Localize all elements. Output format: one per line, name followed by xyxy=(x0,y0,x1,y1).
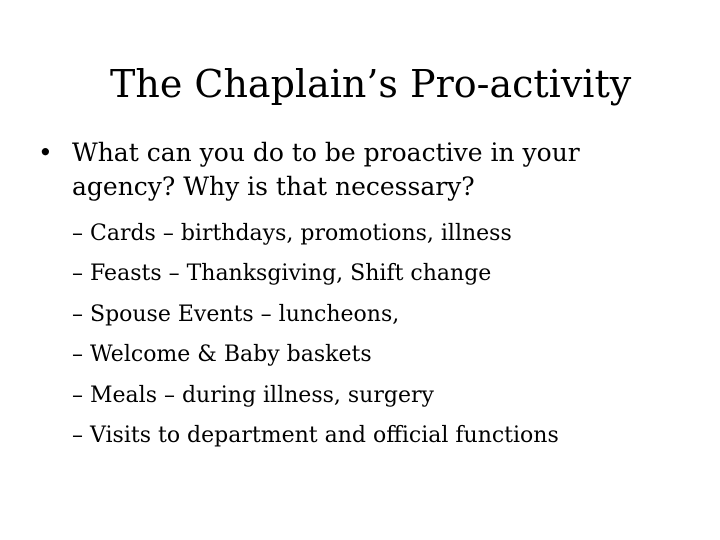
sub-bullet-item: – Spouse Events – luncheons, xyxy=(72,301,400,327)
slide-title: The Chaplain’s Pro-activity xyxy=(110,62,632,106)
main-bullet xyxy=(38,136,688,204)
bullet-marker: • xyxy=(38,138,53,167)
sub-bullet-item: – Meals – during illness, surgery xyxy=(72,382,434,408)
sub-bullet-item: – Feasts – Thanksgiving, Shift change xyxy=(72,261,492,287)
sub-bullet-item: – Visits to department and official functions xyxy=(72,422,559,448)
sub-bullet-list xyxy=(72,214,692,456)
main-bullet-text: What can you do to be proactive in your agency? Why is that necessary? xyxy=(72,138,580,201)
sub-bullet-item: – Welcome & Baby baskets xyxy=(72,342,372,368)
sub-bullet-item: – Cards – birthdays, promotions, illness xyxy=(72,221,512,246)
